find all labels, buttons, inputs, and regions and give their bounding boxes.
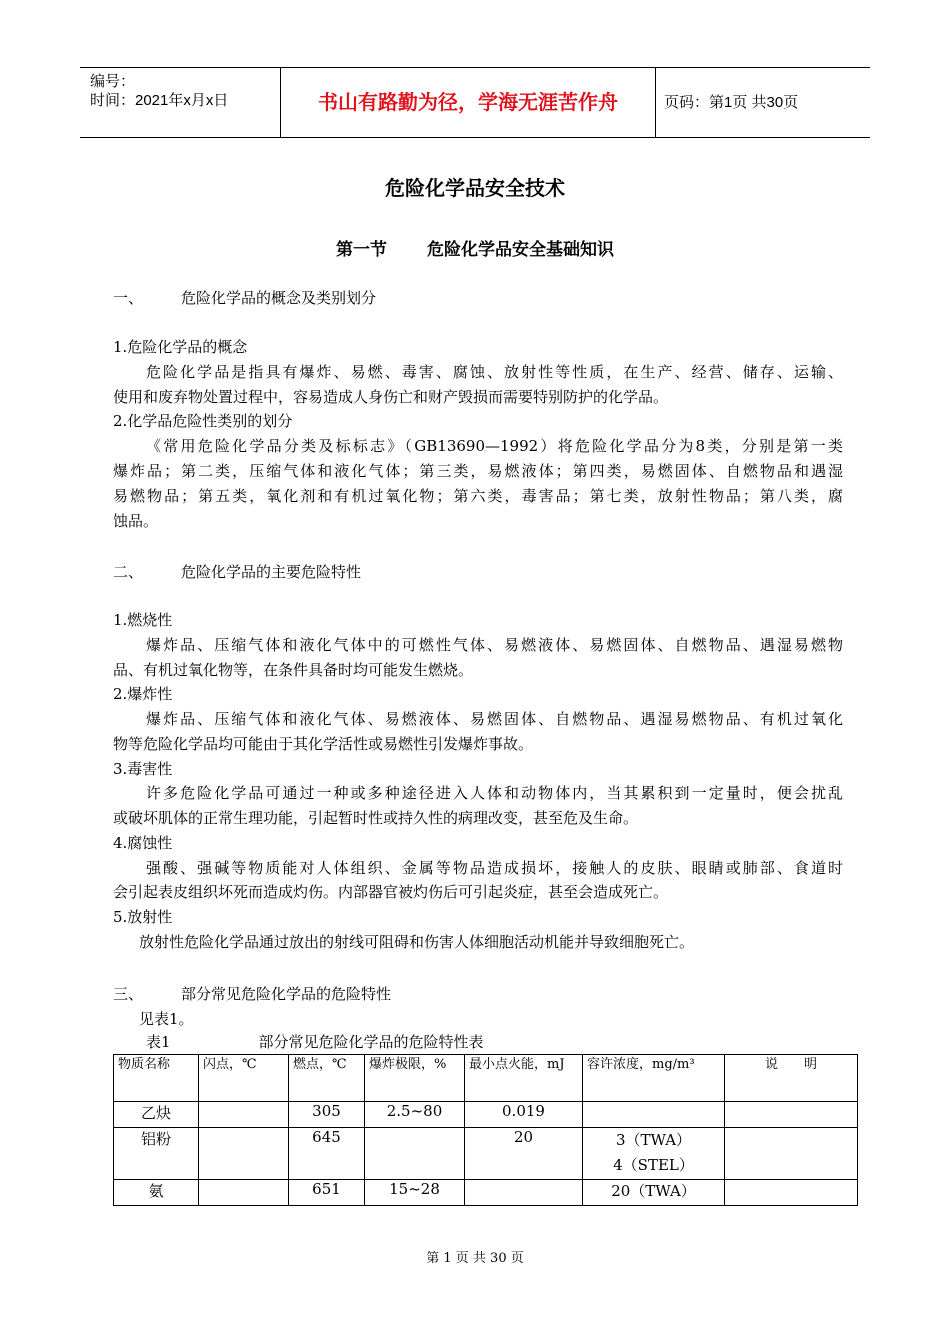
table-cell <box>199 1180 289 1206</box>
item-line: 爆炸品、压缩气体和液化气体中的可燃性气体、易燃液体、易燃固体、自燃物品、遇湿易燃物 <box>146 636 843 654</box>
part1-p2-line: 爆炸品；第二类，压缩气体和液化气体；第三类，易燃液体；第四类，易燃固体、自燃物品和遇湿 <box>113 462 843 480</box>
table-label: 表1 <box>146 1033 171 1051</box>
page-footer: 第 1 页 共 30 页 <box>426 1251 524 1266</box>
table-cell: 氨 <box>114 1180 199 1206</box>
item-line: 放射性危险化学品通过放出的射线可阻碍和伤害人体细胞活动机能并导致细胞死亡。 <box>139 933 695 951</box>
part1-p2-line: 易燃物品；第五类，氧化剂和有机过氧化物；第六类，毒害品；第七类，放射性物品；第八类，腐 <box>113 487 843 505</box>
table-cell: 0.019 <box>465 1102 583 1128</box>
see-table: 见表1。 <box>139 1010 194 1028</box>
table-cell <box>725 1180 858 1206</box>
item-line: 会引起表皮组织坏死而造成灼伤。内部器官被灼伤后可引起炎症，甚至会造成死亡。 <box>113 883 669 901</box>
table-cell: 20 <box>465 1128 583 1180</box>
item-line: 许多危险化学品可通过一种或多种途径进入人体和动物体内，当其累积到一定量时，便会扰乱 <box>146 784 843 802</box>
table-row <box>114 1102 858 1128</box>
part1-num: 一、 <box>113 289 144 307</box>
table-cell <box>199 1102 289 1128</box>
cell-line: 4（STEL） <box>613 1156 694 1174</box>
table-cell <box>365 1128 465 1180</box>
number-label: 编号： <box>90 73 136 90</box>
part1-p1-line: 使用和废弃物处置过程中，容易造成人身伤亡和财产毁损而需要特别防护的化学品。 <box>113 388 669 406</box>
table-row <box>114 1180 858 1206</box>
part2-num: 二、 <box>113 563 144 581</box>
table-cell: 20（TWA） <box>583 1180 725 1206</box>
section-title <box>0 235 950 260</box>
table-cell <box>583 1128 725 1180</box>
section-number: 第一节 <box>336 240 387 260</box>
part1-p1-line: 危险化学品是指具有爆炸、易燃、毒害、腐蚀、放射性等性质，在生产、经营、储存、运输、 <box>146 363 843 381</box>
table-cell <box>583 1102 725 1128</box>
table-cell: 15~28 <box>365 1180 465 1206</box>
table-header-cell: 最小点火能，mJ <box>465 1055 583 1102</box>
table-cell: 305 <box>289 1102 365 1128</box>
table-header-cell: 说 明 <box>725 1055 858 1102</box>
table-cell <box>199 1128 289 1180</box>
item-title: 3.毒害性 <box>113 760 173 778</box>
table-row <box>114 1128 858 1180</box>
table-cell: 2.5~80 <box>365 1102 465 1128</box>
table-cell: 乙炔 <box>114 1102 199 1128</box>
page-header <box>80 67 870 138</box>
cell-line: 3（TWA） <box>615 1131 692 1149</box>
item-line: 品、有机过氧化物等，在条件具备时均可能发生燃烧。 <box>113 661 474 679</box>
header-motto: 书山有路勤为径，学海无涯苦作舟 <box>280 68 656 137</box>
table-cell <box>465 1180 583 1206</box>
item-title: 4.腐蚀性 <box>113 834 173 852</box>
table-cell: 651 <box>289 1180 365 1206</box>
item-line: 物等危险化学品均可能由于其化学活性或易燃性引发爆炸事故。 <box>113 735 534 753</box>
hazard-table <box>113 1054 858 1206</box>
table-header-cell: 爆炸极限，% <box>365 1055 465 1102</box>
table-header-cell: 燃点，℃ <box>289 1055 365 1102</box>
header-meta <box>80 68 280 137</box>
part1-p2-line: 《常用危险化学品分类及标标志》（GB13690—1992）将危险化学品分为8类，分别是第一类 <box>146 437 843 455</box>
doc-title: 危险化学品安全技术 <box>385 176 565 200</box>
item-title: 1.燃烧性 <box>113 611 173 629</box>
part2-title: 危险化学品的主要危险特性 <box>181 563 362 581</box>
part1-sub2: 2.化学品危险性类别的划分 <box>113 412 293 430</box>
table-header-cell: 容许浓度，mg/m³ <box>583 1055 725 1102</box>
part2-heading <box>113 562 843 582</box>
part1-sub1: 1.危险化学品的概念 <box>113 338 248 356</box>
part3-heading <box>113 984 843 1004</box>
part1-heading <box>113 288 843 308</box>
table-cell: 铝粉 <box>114 1128 199 1180</box>
time-label: 时间：2021年x月x日 <box>90 92 229 109</box>
part1-p2-line: 蚀品。 <box>113 512 159 530</box>
part1-title: 危险化学品的概念及类别划分 <box>181 289 377 307</box>
part3-num: 三、 <box>113 985 144 1003</box>
table-header-cell: 物质名称 <box>114 1055 199 1102</box>
item-line: 爆炸品、压缩气体和液化气体、易燃液体、易燃固体、自燃物品、遇湿易燃物品、有机过氧化 <box>146 710 843 728</box>
part3-title: 部分常见危险化学品的危险特性 <box>181 985 392 1003</box>
table-cell <box>725 1102 858 1128</box>
header-page-info: 页码：第1页 共30页 <box>664 94 799 111</box>
item-title: 2.爆炸性 <box>113 685 173 703</box>
table-caption-line <box>113 1032 876 1052</box>
item-line: 或破坏肌体的正常生理功能，引起暂时性或持久性的病理改变，甚至危及生命。 <box>113 809 639 827</box>
item-title: 5.放射性 <box>113 908 173 926</box>
item-line: 强酸、强碱等物质能对人体组织、金属等物品造成损坏，接触人的皮肤、眼睛或肺部、食道时 <box>146 859 843 877</box>
table-caption: 部分常见危险化学品的危险特性表 <box>258 1033 484 1051</box>
table-header-row <box>114 1055 858 1102</box>
table-cell: 645 <box>289 1128 365 1180</box>
table-header-cell: 闪点，℃ <box>199 1055 289 1102</box>
table-cell <box>725 1128 858 1180</box>
section-text: 危险化学品安全基础知识 <box>427 240 614 260</box>
